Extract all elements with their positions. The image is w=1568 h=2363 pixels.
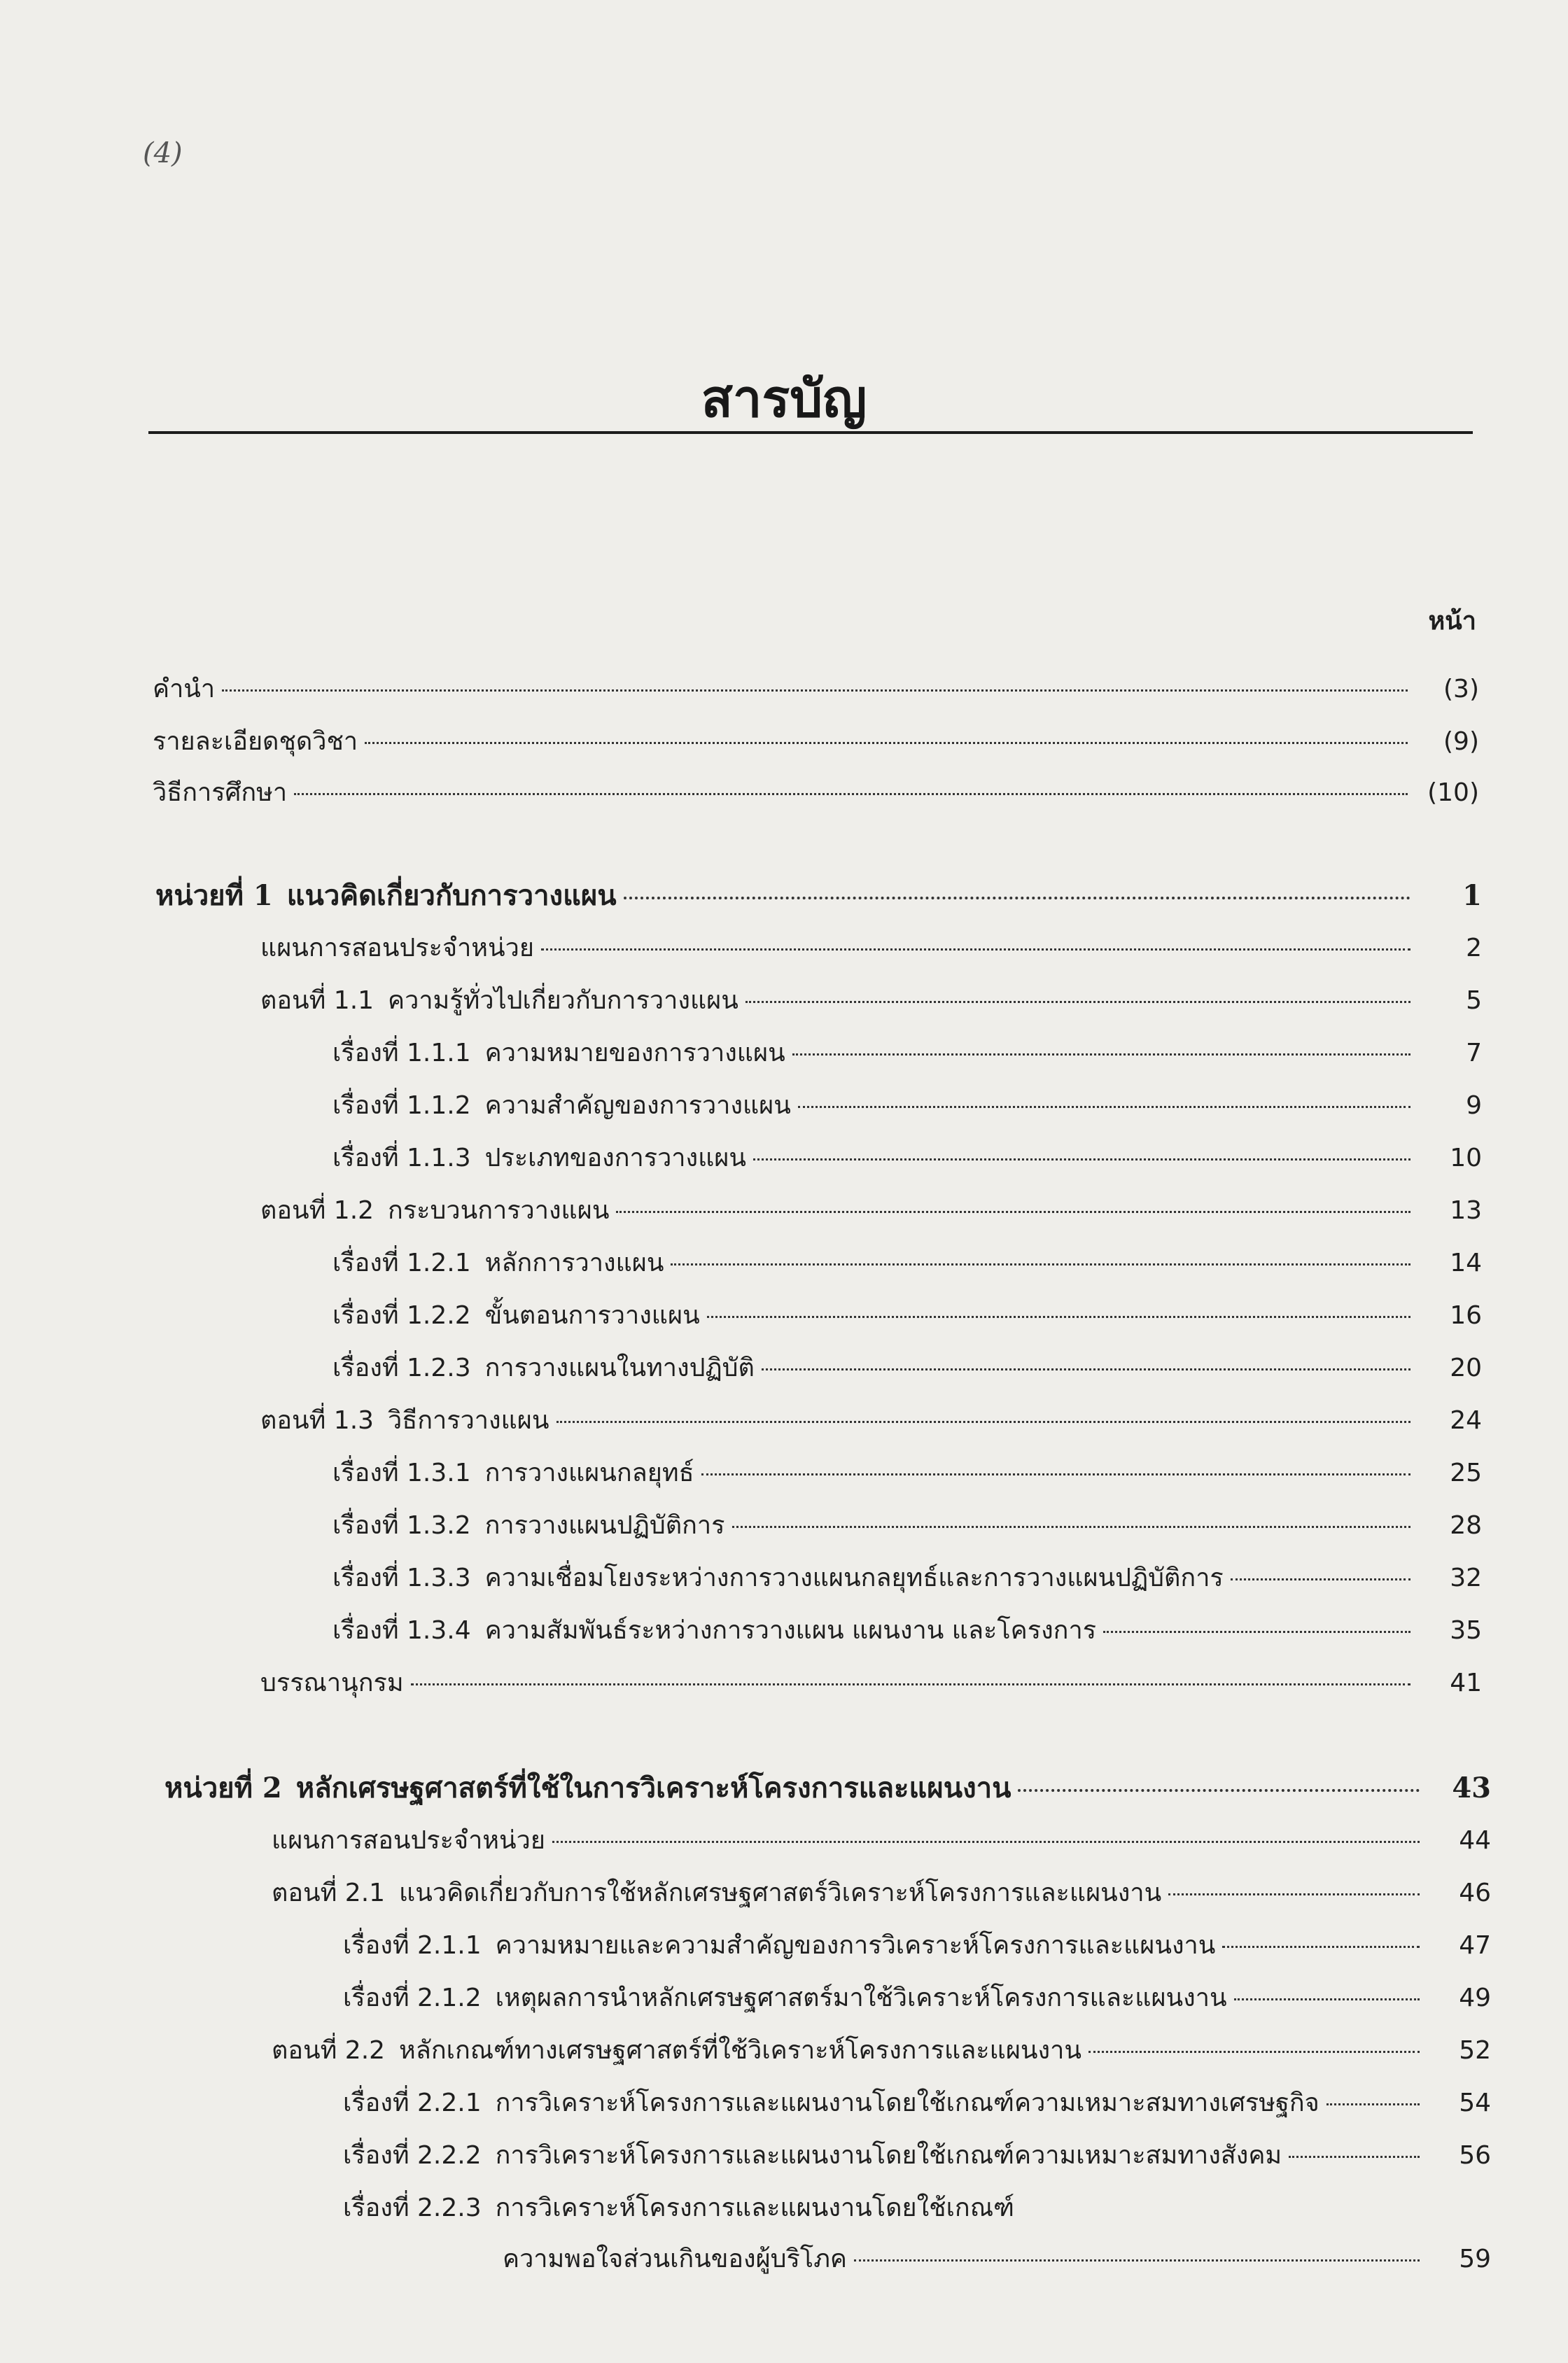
toc-unit-heading: หน่วยที่ 2 หลักเศรษฐศาสตร์ที่ใช้ในการวิเคราะห์โครงการและแผนงาน 43 bbox=[164, 1772, 1491, 1804]
toc-entry-topic: เรื่องที่ 1.1.1 ความหมายของการวางแผน 7 bbox=[332, 1039, 1482, 1067]
toc-entry-section: ตอนที่ 1.1 ความรู้ทั่วไปเกี่ยวกับการวางแผน 5 bbox=[260, 986, 1482, 1015]
page-number: (4) bbox=[143, 137, 183, 169]
toc-entry-topic: เรื่องที่ 1.3.3 ความเชื่อมโยงระหว่างการวางแผนกลยุทธ์และการวางแผนปฏิบัติการ 32 bbox=[332, 1564, 1482, 1592]
page-title: สารบัญ bbox=[701, 369, 867, 429]
toc-entry-continuation: ความพอใจส่วนเกินของผู้บริโภค 59 bbox=[503, 2245, 1491, 2273]
toc-entry-section: ตอนที่ 2.2 หลักเกณฑ์ทางเศรษฐศาสตร์ที่ใช้วิเคราะห์โครงการและแผนงาน 52 bbox=[272, 2036, 1491, 2065]
toc-entry-section: ตอนที่ 1.3 วิธีการวางแผน 24 bbox=[260, 1406, 1482, 1435]
toc-entry-front-matter: คำนำ (3) bbox=[153, 675, 1479, 703]
toc-entry-front-matter: รายละเอียดชุดวิชา (9) bbox=[153, 727, 1479, 756]
toc-entry-topic: เรื่องที่ 2.1.2 เหตุผลการนำหลักเศรษฐศาสตร์มาใช้วิเคราะห์โครงการและแผนงาน 49 bbox=[343, 1984, 1491, 2012]
title-rule bbox=[148, 431, 1473, 434]
toc-entry-topic: เรื่องที่ 1.2.1 หลักการวางแผน 14 bbox=[332, 1249, 1482, 1277]
toc-entry: บรรณานุกรม 41 bbox=[260, 1669, 1482, 1697]
toc-entry-section: ตอนที่ 2.1 แนวคิดเกี่ยวกับการใช้หลักเศรษฐศาสตร์วิเคราะห์โครงการและแผนงาน 46 bbox=[272, 1879, 1491, 1907]
toc-entry: แผนการสอนประจำหน่วย 2 bbox=[260, 934, 1482, 962]
toc-entry: แผนการสอนประจำหน่วย 44 bbox=[272, 1826, 1491, 1855]
toc-entry-topic: เรื่องที่ 2.2.2 การวิเคราะห์โครงการและแผนงานโดยใช้เกณฑ์ความเหมาะสมทางสังคม 56 bbox=[343, 2141, 1491, 2170]
toc-entry-topic: เรื่องที่ 1.3.1 การวางแผนกลยุทธ์ 25 bbox=[332, 1459, 1482, 1487]
toc-entry-topic: เรื่องที่ 1.2.2 ขั้นตอนการวางแผน 16 bbox=[332, 1301, 1482, 1330]
page-column-header: หน้า bbox=[1428, 606, 1476, 636]
toc-entry-topic: เรื่องที่ 1.2.3 การวางแผนในทางปฏิบัติ 20 bbox=[332, 1354, 1482, 1382]
toc-entry-topic: เรื่องที่ 1.1.3 ประเภทของการวางแผน 10 bbox=[332, 1144, 1482, 1172]
toc-entry-topic: เรื่องที่ 2.2.1 การวิเคราะห์โครงการและแผนงานโดยใช้เกณฑ์ความเหมาะสมทางเศรษฐกิจ 54 bbox=[343, 2089, 1491, 2117]
toc-entry-topic: เรื่องที่ 1.1.2 ความสำคัญของการวางแผน 9 bbox=[332, 1091, 1482, 1120]
toc-unit-heading: หน่วยที่ 1 แนวคิดเกี่ยวกับการวางแผน 1 bbox=[155, 879, 1482, 912]
toc-entry-front-matter: วิธีการศึกษา (10) bbox=[153, 778, 1479, 807]
toc-entry-topic: เรื่องที่ 2.2.3 การวิเคราะห์โครงการและแผนงานโดยใช้เกณฑ์ bbox=[343, 2194, 1014, 2222]
toc-entry-section: ตอนที่ 1.2 กระบวนการวางแผน 13 bbox=[260, 1196, 1482, 1225]
toc-entry-topic: เรื่องที่ 1.3.4 ความสัมพันธ์ระหว่างการวางแผน แผนงาน และโครงการ 35 bbox=[332, 1616, 1482, 1645]
toc-entry-topic: เรื่องที่ 2.1.1 ความหมายและความสำคัญของการวิเคราะห์โครงการและแผนงาน 47 bbox=[343, 1931, 1491, 1960]
toc-entry-topic: เรื่องที่ 1.3.2 การวางแผนปฏิบัติการ 28 bbox=[332, 1511, 1482, 1540]
